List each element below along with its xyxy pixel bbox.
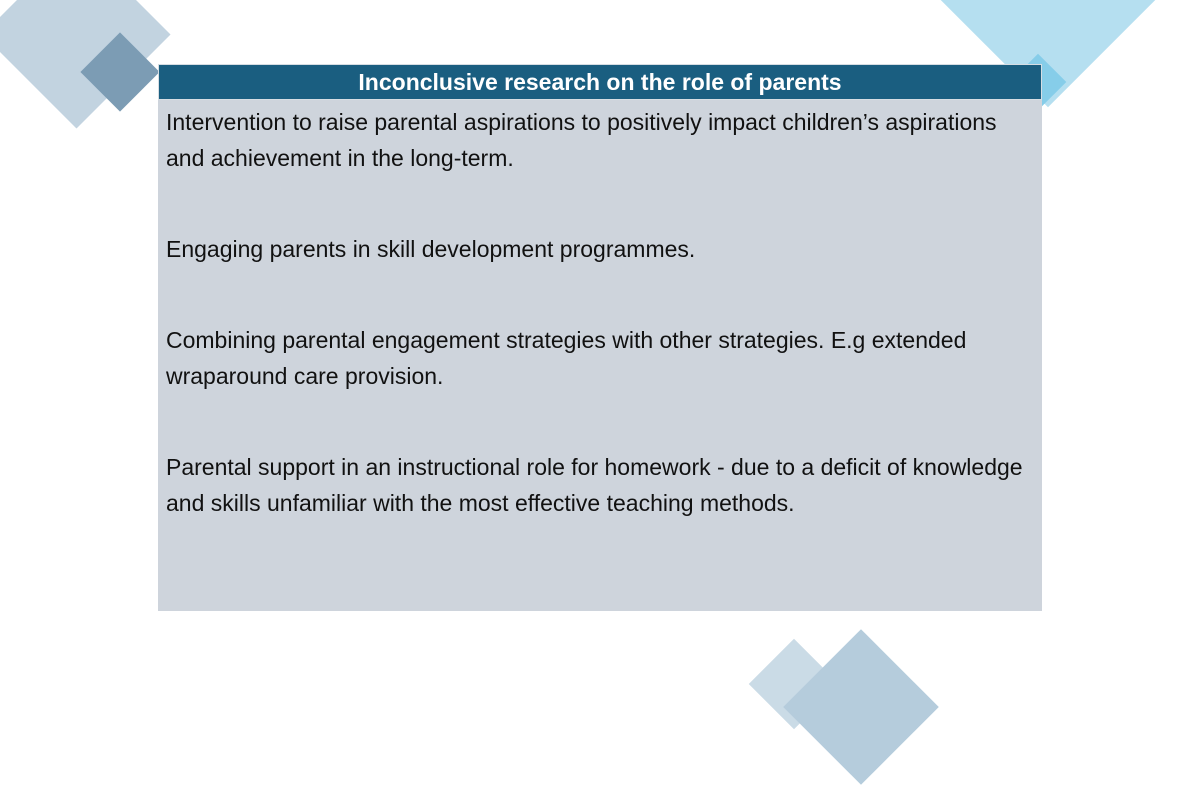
table-header <box>158 64 1042 100</box>
research-table <box>158 64 1042 611</box>
research-item-skill-development: Engaging parents in skill development programmes. <box>166 236 696 262</box>
table-body <box>158 100 1042 521</box>
research-item-aspirations: Intervention to raise parental aspirations to positively impact children’s aspirations and achievement in the long-term. <box>166 109 997 171</box>
research-item-combined-strategies: Combining parental engagement strategies with other strategies. E.g extended wraparound care provision. <box>166 327 967 389</box>
table-header-title: Inconclusive research on the role of parents <box>358 68 842 95</box>
research-item-homework-support: Parental support in an instructional role for homework - due to a deficit of knowledge and skills unfamiliar with the most effective teaching methods. <box>166 454 1023 516</box>
